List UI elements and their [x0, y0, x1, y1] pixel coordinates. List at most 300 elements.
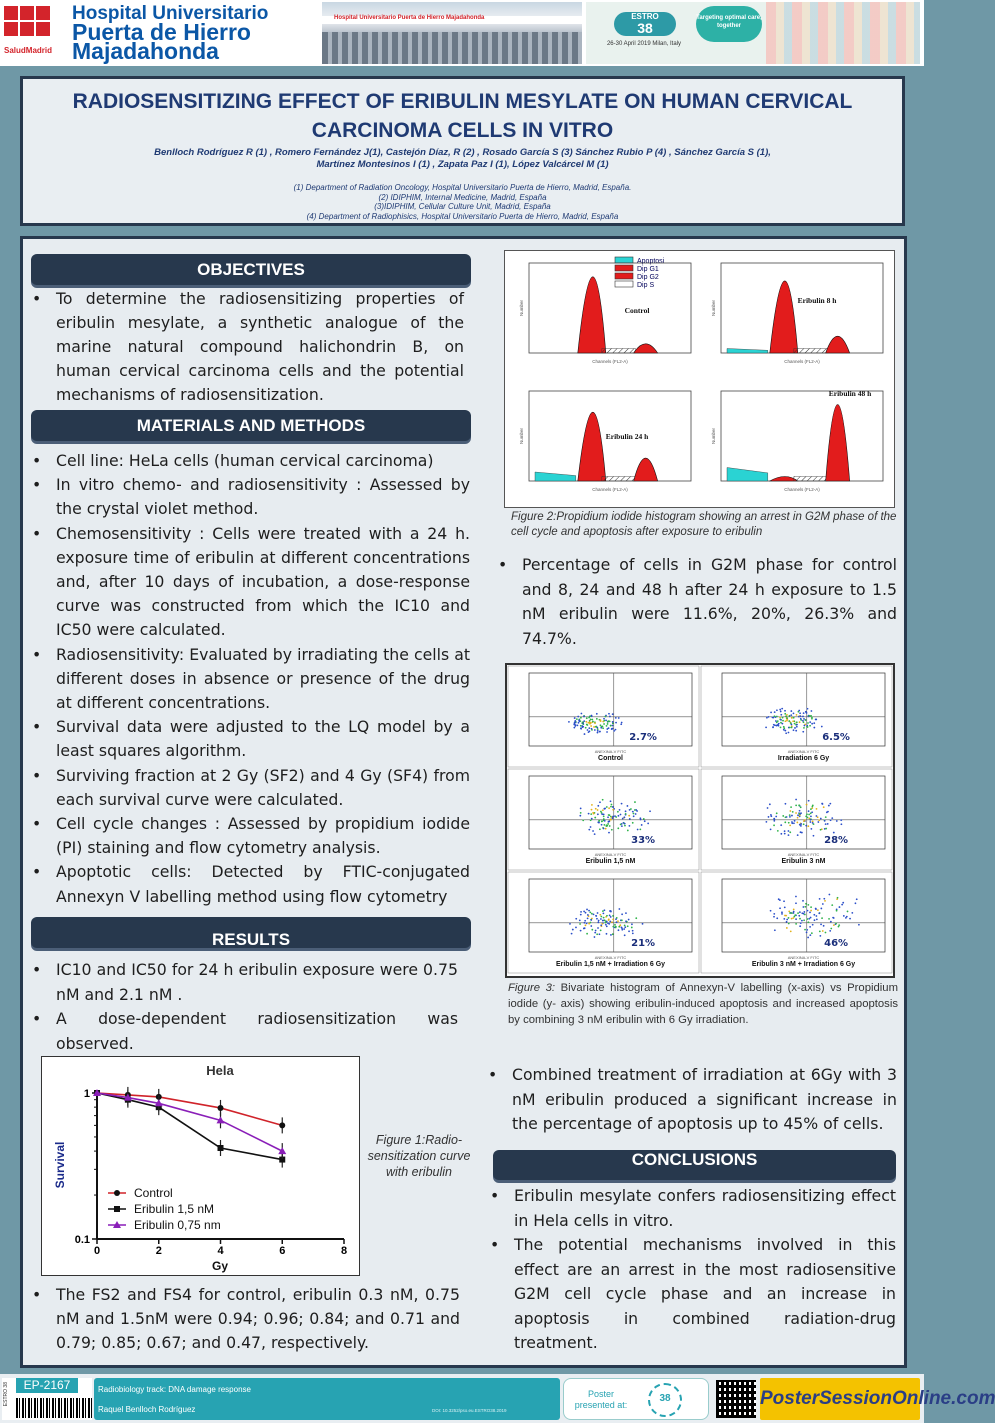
event-dot — [610, 806, 612, 808]
conclusions-heading: CONCLUSIONS — [493, 1150, 896, 1180]
event-dot — [594, 729, 596, 731]
event-dot — [830, 921, 832, 923]
event-dot — [618, 717, 620, 719]
event-dot — [608, 820, 610, 822]
event-dot — [625, 813, 627, 815]
event-dot — [788, 822, 790, 824]
event-dot — [785, 803, 787, 805]
event-dot — [568, 721, 570, 723]
track-info — [94, 1378, 560, 1420]
event-dot — [599, 801, 601, 803]
hospital-name — [72, 3, 269, 64]
x-tick-label: 2 — [155, 1245, 162, 1257]
event-dot — [811, 932, 813, 934]
event-dot — [776, 716, 778, 718]
event-dot — [839, 906, 841, 908]
event-dot — [802, 731, 804, 733]
header-band — [0, 0, 924, 66]
event-dot — [594, 722, 596, 724]
event-dot — [840, 823, 842, 825]
dot-plot-axis-label: ANEXINA-V FITC — [594, 955, 627, 960]
event-dot — [601, 824, 603, 826]
event-dot — [605, 922, 607, 924]
event-dot — [580, 812, 582, 814]
event-dot — [813, 914, 815, 916]
event-dot — [800, 812, 802, 814]
dot-plot-axis-label: ANEXINA-V FITC — [787, 749, 820, 754]
event-dot — [830, 819, 832, 821]
event-dot — [796, 822, 798, 824]
event-dot — [615, 918, 617, 920]
event-dot — [600, 929, 602, 931]
event-dot — [836, 910, 838, 912]
event-dot — [822, 930, 824, 932]
event-dot — [803, 712, 805, 714]
poster-code: EP-2167 — [16, 1378, 78, 1393]
event-dot — [612, 809, 614, 811]
event-dot — [799, 712, 801, 714]
event-dot — [624, 925, 626, 927]
event-dot — [574, 722, 576, 724]
event-dot — [615, 926, 617, 928]
event-dot — [793, 908, 795, 910]
event-dot — [799, 824, 801, 826]
event-dot — [602, 726, 604, 728]
event-dot — [637, 829, 639, 831]
event-dot — [840, 819, 842, 821]
event-dot — [792, 917, 794, 919]
event-dot — [615, 717, 617, 719]
histogram-frame — [721, 263, 883, 353]
event-dot — [574, 720, 576, 722]
event-dot — [615, 816, 617, 818]
method-item: • Cell line: HeLa cells (human cervical carcinoma) — [30, 449, 470, 473]
apoptosis-percentage: 28% — [824, 835, 849, 846]
dot-plot-panel — [508, 872, 699, 973]
event-dot — [600, 924, 602, 926]
dot-plot-axis-label: ANEXINA-V FITC — [594, 852, 627, 857]
event-dot — [810, 828, 812, 830]
event-dot — [596, 933, 598, 935]
event-dot — [579, 815, 581, 817]
event-dot — [788, 720, 790, 722]
event-dot — [809, 912, 811, 914]
event-dot — [580, 808, 582, 810]
event-dot — [842, 902, 844, 904]
poster-session-online-logo[interactable]: PosterSessionOnline.com — [760, 1378, 920, 1420]
event-dot — [580, 930, 582, 932]
event-dot — [786, 714, 788, 716]
event-dot — [641, 824, 643, 826]
event-dot — [580, 717, 582, 719]
event-dot — [825, 828, 827, 830]
event-dot — [590, 725, 592, 727]
poster-title-line1: RADIOSENSITIZING EFFECT OF ERIBULIN MESYLATE ON HUMAN CERVICAL — [72, 90, 853, 113]
event-dot — [595, 930, 597, 932]
figure3-caption-text: Bivariate histogram of Annexyn-V labelling (x-axis) vs Propidium iodide (y- axis) showing eribulin-induced apoptosis and increased apoptosis by combining 3 nM eribulin with 6 Gy irradiation. — [508, 982, 898, 1026]
event-dot — [781, 708, 783, 710]
method-item: • Cell cycle changes : Assessed by propidium iodide (PI) staining and flow cytometry analysis. — [30, 812, 470, 860]
histogram-frame — [529, 263, 691, 353]
event-dot — [770, 910, 772, 912]
event-dot — [772, 716, 774, 718]
event-dot — [611, 804, 613, 806]
event-dot — [616, 921, 618, 923]
event-dot — [779, 709, 781, 711]
event-dot — [612, 722, 614, 724]
event-dot — [829, 930, 831, 932]
event-dot — [591, 818, 593, 820]
event-dot — [810, 906, 812, 908]
dot-plot-panel — [701, 872, 892, 973]
s-phase — [602, 477, 636, 482]
method-item: • In vitro chemo- and radiosensitivity : Assessed by the crystal violet method. — [30, 473, 470, 521]
event-dot — [780, 719, 782, 721]
estro-dates: 26-30 April 2019 Milan, Italy — [606, 41, 682, 47]
event-dot — [818, 819, 820, 821]
presenting-author: Raquel Benlloch Rodríguez — [98, 1405, 196, 1414]
logo-subtext: SaludMadrid — [4, 46, 53, 55]
event-dot — [809, 926, 811, 928]
event-dot — [621, 919, 623, 921]
event-dot — [806, 813, 808, 815]
event-dot — [772, 726, 774, 728]
event-dot — [594, 817, 596, 819]
event-dot — [815, 908, 817, 910]
event-dot — [780, 833, 782, 835]
event-dot — [773, 916, 775, 918]
event-dot — [597, 732, 599, 734]
event-dot — [596, 918, 598, 920]
event-dot — [806, 804, 808, 806]
event-dot — [585, 912, 587, 914]
event-dot — [822, 903, 824, 905]
event-dot — [801, 920, 803, 922]
combined-result-item: • Combined treatment of irradiation at 6Gy with 3 nM eribulin produced a significant increase in the percentage of apoptosis up to 45% of cells. — [486, 1063, 897, 1137]
event-dot — [618, 908, 620, 910]
s-phase — [794, 349, 828, 354]
event-dot — [798, 805, 800, 807]
qr-code-icon[interactable] — [716, 1380, 756, 1418]
legend-label: Eribulin 1,5 nM — [134, 1202, 215, 1216]
event-dot — [782, 717, 784, 719]
figure2-caption: Figure 2:Propidium iodide histogram showing an arrest in G2M phase of the cell cycle and apoptosis after exposure to eribulin — [511, 511, 897, 538]
dot-plot-label: Control — [598, 755, 623, 762]
result-item: • IC10 and IC50 for 24 h eribulin exposure were 0.75 nM and 2.1 nM . — [30, 958, 458, 1007]
event-dot — [820, 818, 822, 820]
event-dot — [795, 896, 797, 898]
event-dot — [581, 725, 583, 727]
y-tick-label: 0.1 — [74, 1234, 90, 1246]
event-dot — [828, 805, 830, 807]
event-dot — [592, 830, 594, 832]
event-dot — [809, 934, 811, 936]
event-dot — [791, 821, 793, 823]
event-dot — [589, 723, 591, 725]
event-dot — [588, 910, 590, 912]
event-dot — [776, 709, 778, 711]
event-dot — [590, 813, 592, 815]
vertical-code: ESTRO 38 — [3, 1382, 9, 1407]
event-dot — [625, 920, 627, 922]
event-dot — [794, 727, 796, 729]
event-dot — [851, 912, 853, 914]
event-dot — [791, 912, 793, 914]
histogram-label: Eribulin 8 h — [797, 296, 837, 305]
g2m-result-item: • Percentage of cells in G2M phase for control and 8, 24 and 48 h after 24 h exposure to 1.5 nM eribulin were 11.6%, 20%, 26.3% and 74.7%. — [496, 553, 897, 651]
event-dot — [599, 933, 601, 935]
event-dot — [612, 918, 614, 920]
event-dot — [793, 911, 795, 913]
event-dot — [796, 724, 798, 726]
poster-title-line2: CARCINOMA CELLS IN VITRO — [311, 119, 614, 142]
event-dot — [803, 911, 805, 913]
event-dot — [611, 728, 613, 730]
event-dot — [827, 811, 829, 813]
event-dot — [816, 815, 818, 817]
milan-skyline-illustration — [766, 2, 920, 64]
event-dot — [618, 815, 620, 817]
event-dot — [580, 728, 582, 730]
event-dot — [594, 936, 596, 938]
event-dot — [793, 712, 795, 714]
event-dot — [612, 926, 614, 928]
event-dot — [770, 814, 772, 816]
event-dot — [780, 711, 782, 713]
fs-results-list — [30, 1283, 460, 1355]
event-dot — [597, 805, 599, 807]
data-point — [279, 1122, 285, 1128]
event-dot — [802, 720, 804, 722]
event-dot — [813, 727, 815, 729]
event-dot — [780, 722, 782, 724]
event-dot — [632, 932, 634, 934]
event-dot — [590, 826, 592, 828]
event-dot — [600, 916, 602, 918]
event-dot — [788, 911, 790, 913]
event-dot — [589, 922, 591, 924]
histogram-y-label: Number — [711, 299, 716, 317]
event-dot — [593, 726, 595, 728]
event-dot — [611, 921, 613, 923]
legend-swatch — [615, 265, 633, 271]
event-dot — [803, 718, 805, 720]
event-dot — [644, 820, 646, 822]
flow-cytometry-svg — [507, 665, 893, 976]
event-dot — [805, 711, 807, 713]
dot-plot-label: Irradiation 6 Gy — [777, 755, 830, 762]
event-dot — [603, 723, 605, 725]
event-dot — [614, 924, 616, 926]
results-list — [30, 958, 458, 1056]
event-dot — [843, 915, 845, 917]
histogram-x-label: Channels (FL2-A) — [784, 359, 820, 364]
doi-text: DOI: 10.3252/pso.eu.ESTRO38.2019 — [432, 1408, 507, 1413]
event-dot — [808, 715, 810, 717]
event-dot — [606, 825, 608, 827]
event-dot — [802, 900, 804, 902]
event-dot — [784, 833, 786, 835]
event-dot — [786, 720, 788, 722]
event-dot — [789, 810, 791, 812]
event-dot — [811, 718, 813, 720]
event-dot — [595, 808, 597, 810]
event-dot — [634, 801, 636, 803]
histogram-label: Eribulin 24 h — [605, 432, 649, 441]
event-dot — [837, 897, 839, 899]
event-dot — [785, 816, 787, 818]
event-dot — [633, 813, 635, 815]
hospital-name-line2: Puerta de Hierro — [72, 19, 251, 45]
event-dot — [609, 920, 611, 922]
affiliation-1: (1) Department of Radiation Oncology, Hospital Universitario Puerta de Hierro, Madrid, España. — [293, 183, 632, 192]
event-dot — [786, 921, 788, 923]
event-dot — [591, 804, 593, 806]
dot-plot-label: Eribulin 3 nM + Irradiation 6 Gy — [751, 961, 856, 968]
event-dot — [773, 724, 775, 726]
event-dot — [841, 904, 843, 906]
event-dot — [800, 806, 802, 808]
dot-plot-panel — [508, 666, 699, 767]
event-dot — [831, 817, 833, 819]
event-dot — [813, 722, 815, 724]
event-dot — [587, 724, 589, 726]
affiliation-2: (2) IDIPHIM, Internal Medicine, Madrid, España — [378, 192, 547, 202]
event-dot — [830, 928, 832, 930]
event-dot — [602, 910, 604, 912]
dot-plot-label: Eribulin 1,5 nM — [585, 858, 636, 865]
affiliation-3: (3)IDIPHIM, Cellular Culture Unit, Madrid, España — [374, 202, 551, 212]
event-dot — [599, 914, 601, 916]
event-dot — [606, 925, 608, 927]
method-item: • Surviving fraction at 2 Gy (SF2) and 4 Gy (SF4) from each survival curve were calculated. — [30, 764, 470, 812]
event-dot — [590, 925, 592, 927]
event-dot — [784, 821, 786, 823]
x-tick-label: 6 — [279, 1245, 286, 1257]
event-dot — [799, 721, 801, 723]
results-heading-text: RESULTS — [211, 930, 291, 949]
histogram-x-label: Channels (FL2-A) — [784, 487, 820, 492]
figure3-caption — [508, 980, 898, 1028]
event-dot — [591, 929, 593, 931]
hospital-building-photo — [322, 2, 582, 64]
g1-peak — [770, 281, 798, 353]
event-dot — [810, 812, 812, 814]
event-dot — [812, 804, 814, 806]
event-dot — [620, 814, 622, 816]
event-dot — [805, 719, 807, 721]
event-dot — [617, 920, 619, 922]
event-dot — [791, 717, 793, 719]
poster-id-box — [2, 1378, 92, 1420]
event-dot — [779, 716, 781, 718]
event-dot — [783, 729, 785, 731]
event-dot — [804, 906, 806, 908]
event-dot — [608, 807, 610, 809]
figure3-flow-cytometry — [505, 663, 895, 978]
chart-x-label: Gy — [211, 1259, 229, 1273]
event-dot — [801, 832, 803, 834]
event-dot — [600, 918, 602, 920]
event-dot — [807, 722, 809, 724]
event-dot — [609, 825, 611, 827]
estro-ring-number: 38 — [659, 1393, 671, 1404]
event-dot — [635, 917, 637, 919]
event-dot — [592, 812, 594, 814]
event-dot — [799, 918, 801, 920]
event-dot — [604, 820, 606, 822]
g1-peak — [578, 277, 606, 353]
event-dot — [828, 918, 830, 920]
dot-plot-frame — [722, 879, 885, 952]
event-dot — [784, 720, 786, 722]
barcode-icon — [16, 1398, 92, 1418]
event-dot — [585, 924, 587, 926]
event-dot — [608, 832, 610, 834]
event-dot — [812, 924, 814, 926]
event-dot — [579, 923, 581, 925]
event-dot — [621, 722, 623, 724]
data-point — [218, 1105, 224, 1111]
event-dot — [788, 830, 790, 832]
event-dot — [580, 713, 582, 715]
event-dot — [847, 911, 849, 913]
event-dot — [586, 933, 588, 935]
legend-label: Eribulin 0,75 nm — [134, 1218, 221, 1232]
event-dot — [605, 924, 607, 926]
event-dot — [621, 913, 623, 915]
event-dot — [803, 820, 805, 822]
estro-banner — [586, 2, 920, 64]
event-dot — [608, 713, 610, 715]
event-dot — [773, 824, 775, 826]
event-dot — [576, 718, 578, 720]
event-dot — [797, 834, 799, 836]
event-dot — [796, 726, 798, 728]
event-dot — [628, 825, 630, 827]
event-dot — [621, 825, 623, 827]
event-dot — [584, 733, 586, 735]
g2-peak — [826, 405, 850, 482]
histogram-y-label: Number — [519, 427, 524, 445]
event-dot — [589, 730, 591, 732]
author-line2: Martínez Montesinos I (1) , Zapata Paz I (1), López Valcárcel M (1) — [316, 159, 609, 170]
event-dot — [599, 731, 601, 733]
event-dot — [800, 922, 802, 924]
event-dot — [768, 716, 770, 718]
event-dot — [808, 817, 810, 819]
event-dot — [615, 729, 617, 731]
event-dot — [796, 714, 798, 716]
histogram-frame — [721, 391, 883, 481]
event-dot — [821, 726, 823, 728]
event-dot — [580, 914, 582, 916]
event-dot — [784, 710, 786, 712]
histogram-panel — [519, 263, 691, 364]
event-dot — [810, 815, 812, 817]
event-dot — [597, 912, 599, 914]
event-dot — [612, 816, 614, 818]
event-dot — [812, 822, 814, 824]
event-dot — [627, 805, 629, 807]
event-dot — [603, 720, 605, 722]
event-dot — [583, 910, 585, 912]
s-phase — [602, 349, 636, 354]
event-dot — [820, 829, 822, 831]
author-line1: Benlloch Rodríguez R (1) , Romero Fernández J(1), Castejón Díaz, R (2) , Rosado García S (3) Sánchez Rubio P (4) , Sánchez García S (1), — [154, 147, 771, 158]
event-dot — [783, 918, 785, 920]
g2m-results-list — [496, 553, 897, 651]
